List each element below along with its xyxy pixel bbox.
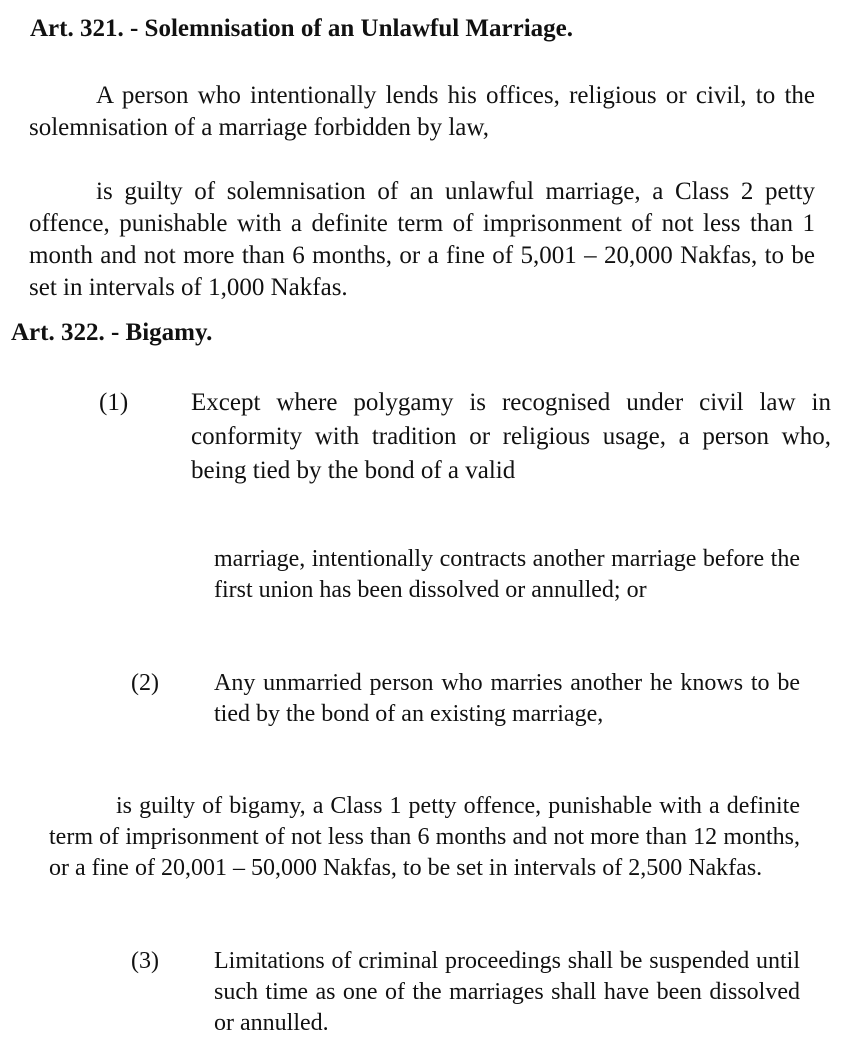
art322-item-3-text: Limitations of criminal proceedings shall be suspended until such time as one of the marriages shall have been dissolved or annulled. — [214, 948, 800, 1036]
art322-item-3-number: (3) — [131, 948, 159, 974]
art322-penalty-paragraph: is guilty of bigamy, a Class 1 petty offence, punishable with a definite term of imprisonment of not less than 6 months and not more than 12 months, or a fine of 20,001 – 50,000 Nakfas, to be set in intervals of 2,500 Nakfas. — [49, 793, 800, 881]
art321-paragraph-2: is guilty of solemnisation of an unlawful marriage, a Class 2 petty offence, punishable with a definite term of imprisonment of not less than 1 month and not more than 6 months, or a fine of 5,001 – 20,000 Nakfas, to be set in intervals of 1,000 Nakfas. — [29, 178, 815, 301]
art322-item-1-continuation: marriage, intentionally contracts another marriage before the first union has been dissolved or annulled; or — [214, 546, 800, 603]
art321-heading: Art. 321. - Solemnisation of an Unlawful Marriage. — [30, 15, 574, 42]
art321-paragraph-1: A person who intentionally lends his offices, religious or civil, to the solemnisation of a marriage forbidden by law, — [29, 82, 815, 141]
art322-item-2-text: Any unmarried person who marries another he knows to be tied by the bond of an existing marriage, — [214, 670, 800, 727]
art322-item-1-text: Except where polygamy is recognised under civil law in conformity with tradition or religious usage, a person who, being tied by the bond of a valid — [191, 389, 831, 484]
art322-heading: Art. 322. - Bigamy. — [11, 319, 213, 346]
art322-item-1-number: (1) — [99, 389, 129, 416]
art322-item-2-number: (2) — [131, 670, 159, 696]
